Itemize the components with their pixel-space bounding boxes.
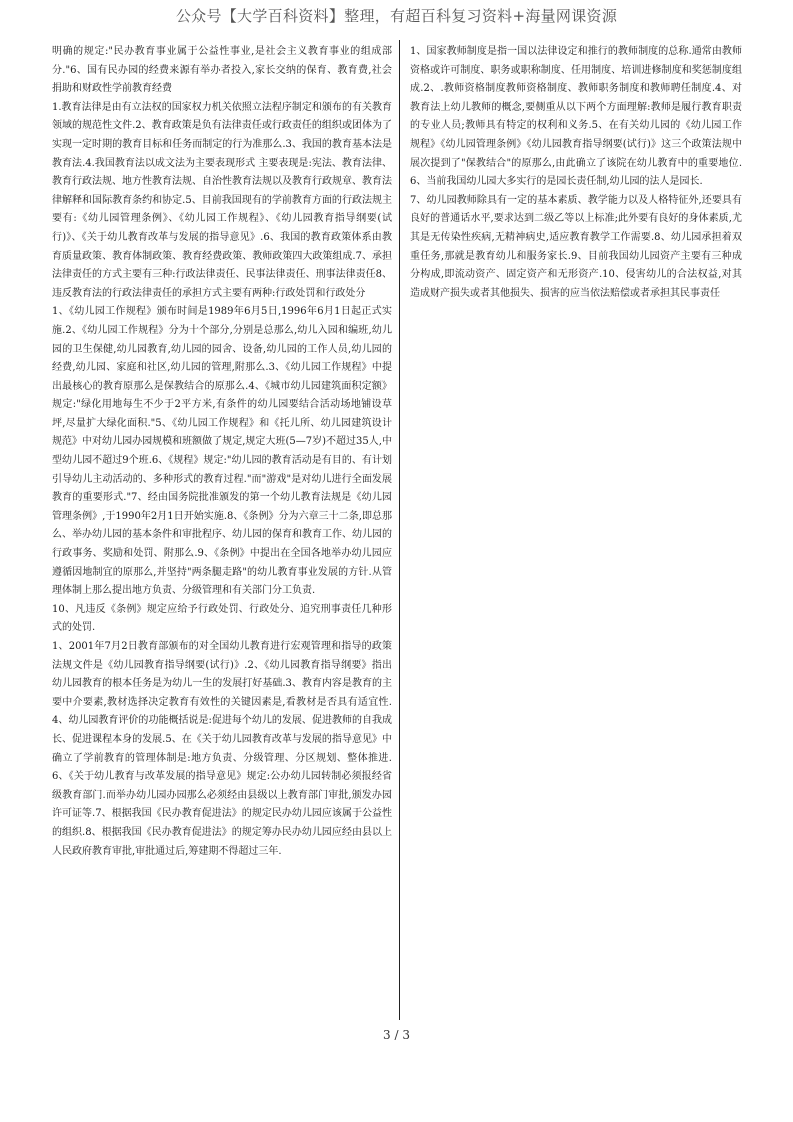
paragraph: 7、幼儿园教师除具有一定的基本素质、教学能力以及人格特征外,还要具有良好的普通话水平,要求达到二级乙等以上标准;此外要有良好的身体素质,尤其是无传染性疾病,无精神病史,适应教育教学工作需要.8、幼儿园承担着双重任务,那就是教育幼儿和服务家长.9、目前我国幼儿园资产主要有三种成分构成,即流动资产、固定资产和无形资产.10、侵害幼儿的合法权益,对其造成财产损失或者其他损失、损害的应当依法赔偿或者承担其民事责任 [410,194,742,299]
right-text-column [410,43,742,369]
column-divider [399,40,400,1020]
page-number: 3 / 3 [383,1028,410,1042]
paragraph: 10、凡违反《条例》规定应给予行政处罚、行政处分、追究刑事责任几种形式的处罚. [52,603,392,634]
left-text-column [52,43,392,1025]
paragraph: 明确的规定:"民办教育事业属于公益性事业,是社会主义教育事业的组成部分."6、国有民办园的经费来源有举办者投入,家长交纳的保育、教育费,社会捐助和财政性学前教育经费 [52,46,392,95]
paragraph: 1、《幼儿园工作规程》颁布时间是1989年6月5日,1996年6月1日起正式实施.2、《幼儿园工作规程》分为十个部分,分别是总那么,幼儿入园和编班,幼儿园的卫生保健,幼儿园教育,幼儿园的园舍、设备,幼儿园的工作人员,幼儿园的经费,幼儿园、家庭和社区,幼儿园的管理,附那么.3、《幼儿园工作规程》中提出最核心的教育原那么是保教结合的原那么.4、《城市幼儿园建筑面积定额》规定:"绿化用地每生不少于2平方米,有条件的幼儿园要结合活动场地铺设草坪,尽量扩大绿化面积."5、《幼儿园工作规程》和《托儿所、幼儿园建筑设计规范》中对幼儿园办园规模和班额做了规定,规定大班(5—7岁)不超过35人,中型幼儿园不超过9个班.6、《规程》规定:"幼儿园的教育活动是有目的、有计划引导幼儿主动活动的、多种形式的教育过程."而"游戏"是对幼儿进行全面发展教育的重要形式."7、经由国务院批准颁发的第一个幼儿教育法规是《幼儿园管理条例》,于1990年2月1日开始实施.8、《条例》分为六章三十二条,即总那么、举办幼儿园的基本条件和审批程序、幼儿园的保育和教育工作、幼儿园的行政事务、奖励和处罚、附那么.9、《条例》中提出在全国各地举办幼儿园应遵循因地制宜的原那么,并坚持"两条腿走路"的幼儿教育事业发展的方针.从管理体制上那么提出地方负责、分级管理和有关部门分工负责. [52,306,392,597]
page-header-banner: 公众号【大学百科资料】整理，有超百科复习资料+海量网课资源 [175,7,618,25]
paragraph: 1.教育法律是由有立法权的国家权力机关依照立法程序制定和颁布的有关教育领域的规范性文件.2、教育政策是负有法律责任或行政责任的组织或团体为了实现一定时期的教育目标和任务而制定的行为准那么.3、我国的教育基本法是教育法.4.我国教育法以成文法为主要表现形式 主要表现是:宪法、教育法律、教育行政法规、地方性教育法规、自治性教育法规以及教育行政规章、教育法律解释和国际教育条约和协定.5、目前我国现有的学前教育方面的行政法规主要有:《幼儿园管理条例》、《幼儿园工作规程》、《幼儿园教育指导纲要(试行)》、《关于幼儿教育改革与发展的指导意见》.6、我国的教育政策体系由教育质量政策、教育体制政策、教育经费政策、教师政策四大政策组成.7、承担法律责任的方式主要有三种:行政法律责任、民事法律责任、刑事法律责任8、违反教育法的行政法律责任的承担方式主要有两种:行政处罚和行政处分 [52,101,392,299]
paragraph: 1、国家教师制度是指一国以法律设定和推行的教师制度的总称.通常由教师资格或许可制度、职务或职称制度、任用制度、培训进修制度和奖惩制度组成.2、.教师资格制度教师资格制度、教师职务制度和教师聘任制度.4、对教育法上幼儿教师的概念,要侧重从以下两个方面理解:教师是履行教育职责的专业人员;教师具有特定的权利和义务.5、在有关幼儿园的《幼儿园工作规程》《幼儿园管理条例》《幼儿园教育指导纲要(试行)》这三个政策法规中展次提到了"保教结合"的原那么,由此确立了该院在幼儿教育中的重要地位.6、当前我国幼儿园大多实行的是园长责任制,幼儿园的法人是园长. [410,46,742,188]
paragraph: 1、2001年7月2日教育部颁布的对全国幼儿教育进行宏观管理和指导的政策法规文件是《幼儿园教育指导纲要(试行)》.2、《幼儿园教育指导纲要》指出幼儿园教育的根本任务是为幼儿一生的发展打好基础.3、教育内容是教育的主要中介要素,教材选择决定教育有效性的关键因素是,看教材是否具有适宜性.4、幼儿园教育评价的功能概括说是:促进每个幼儿的发展、促进教师的自我成长、促进课程本身的发展.5、在《关于幼儿园教育改革与发展的指导意见》中确立了学前教育的管理体制是:地方负责、分级管理、分区规划、整体推进.6、《关于幼儿教育与改革发展的指导意见》规定:公办幼儿园转制必须报经省级教育部门.而举办幼儿园办园那么必须经由县级以上教育部门审批,颁发办园许可证等.7、根据我国《民办教育促进法》的规定民办幼儿园应该属于公益性的组织.8、根据我国《民办教育促进法》的规定筹办民办幼儿园应经由县以上人民政府教育审批,审批通过后,筹建期不得超过三年. [52,641,392,857]
